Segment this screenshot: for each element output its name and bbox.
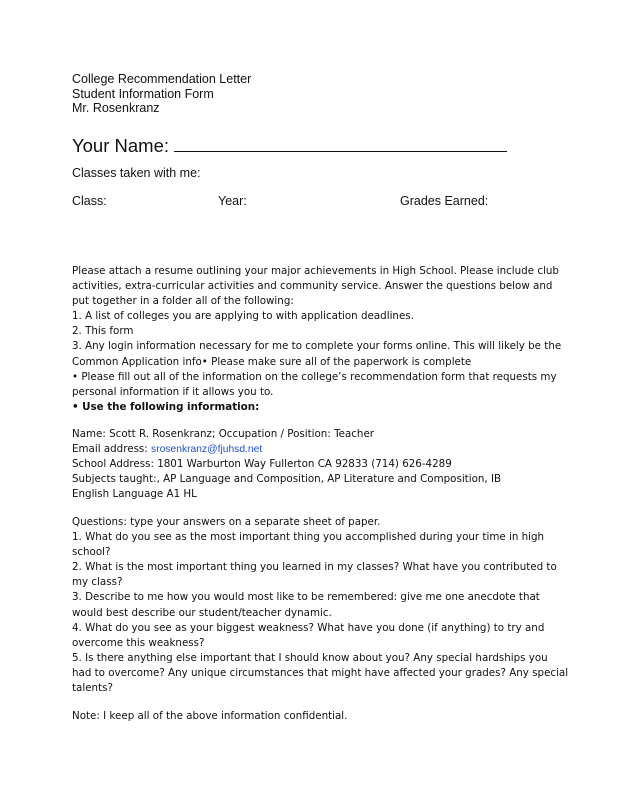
- contact-block: [72, 427, 501, 502]
- name-label: Your Name:: [72, 135, 170, 156]
- instruction-line: 3. Any login information necessary for me to complete your forms online. This will likely be the: [72, 340, 562, 353]
- instruction-line: • Please fill out all of the information on the college’s recommendation form that requests my: [72, 370, 557, 383]
- name-field: [72, 134, 507, 157]
- question-line: 3. Describe to me how you would most like to be remembered: give me one anecdote that: [72, 591, 540, 604]
- question-line: talents?: [72, 682, 113, 695]
- email-link[interactable]: srosenkranz@fjuhsd.net: [151, 444, 263, 456]
- contact-subjects-line: Subjects taught:, AP Language and Composition, AP Literature and Composition, IB: [72, 473, 502, 486]
- question-line: 4. What do you see as your biggest weakness? What have you done (if anything) to try and: [72, 621, 545, 634]
- contact-address-line: School Address: 1801 Warburton Way Fullerton CA 92833 (714) 626-4289: [72, 458, 452, 471]
- questions-block: [72, 515, 568, 696]
- contact-name-line: Name: Scott R. Rosenkranz; Occupation / Position: Teacher: [72, 428, 375, 440]
- instruction-line: activities, extra-curricular activities and community service. Answer the questions below and: [72, 280, 553, 293]
- instruction-line: 2. This form: [72, 325, 134, 338]
- question-line: overcome this weakness?: [72, 636, 205, 649]
- question-line: 5. Is there anything else important that I should know about you? Any special hardships you: [72, 651, 548, 664]
- header-title: College Recommendation Letter: [72, 72, 252, 86]
- question-line: 1. What do you see as the most important thing you accomplished during your time in high: [72, 531, 545, 544]
- question-line: 2. What is the most important thing you learned in my classes? What have you contributed to: [72, 561, 557, 574]
- email-label: Email address:: [72, 443, 152, 456]
- question-line: school?: [72, 546, 111, 559]
- question-line: had to overcome? Any unique circumstances that might have affected your grades? Any special: [72, 666, 569, 679]
- instruction-line: Common Application info• Please make sure all of the paperwork is complete: [72, 355, 472, 368]
- classes-taken-label: Classes taken with me:: [72, 166, 201, 180]
- contact-email-line: [72, 442, 501, 457]
- header-teacher: Mr. Rosenkranz: [72, 101, 160, 115]
- instruction-line: put together in a folder all of the following:: [72, 295, 294, 308]
- class-column-header: Class:: [72, 194, 107, 208]
- contact-subjects-line: English Language A1 HL: [72, 488, 197, 501]
- question-line: my class?: [72, 576, 123, 589]
- instruction-line: Please attach a resume outlining your major achievements in High School. Please include club: [72, 265, 559, 277]
- header-subtitle: Student Information Form: [72, 86, 214, 101]
- grades-column-header: Grades Earned:: [400, 194, 489, 208]
- year-column-header: Year:: [218, 194, 247, 208]
- instructions-block: [72, 264, 561, 415]
- questions-intro: Questions: type your answers on a separate sheet of paper.: [72, 516, 381, 528]
- confidentiality-note: Note: I keep all of the above information confidential.: [72, 710, 348, 722]
- document-header: [72, 72, 251, 116]
- question-line: would best describe our student/teacher dynamic.: [72, 606, 332, 619]
- instruction-line: 1. A list of colleges you are applying to with application deadlines.: [72, 310, 414, 323]
- instruction-line: personal information if it allows you to.: [72, 385, 274, 398]
- name-blank-line: [174, 134, 507, 152]
- use-info-heading: • Use the following information:: [72, 400, 260, 413]
